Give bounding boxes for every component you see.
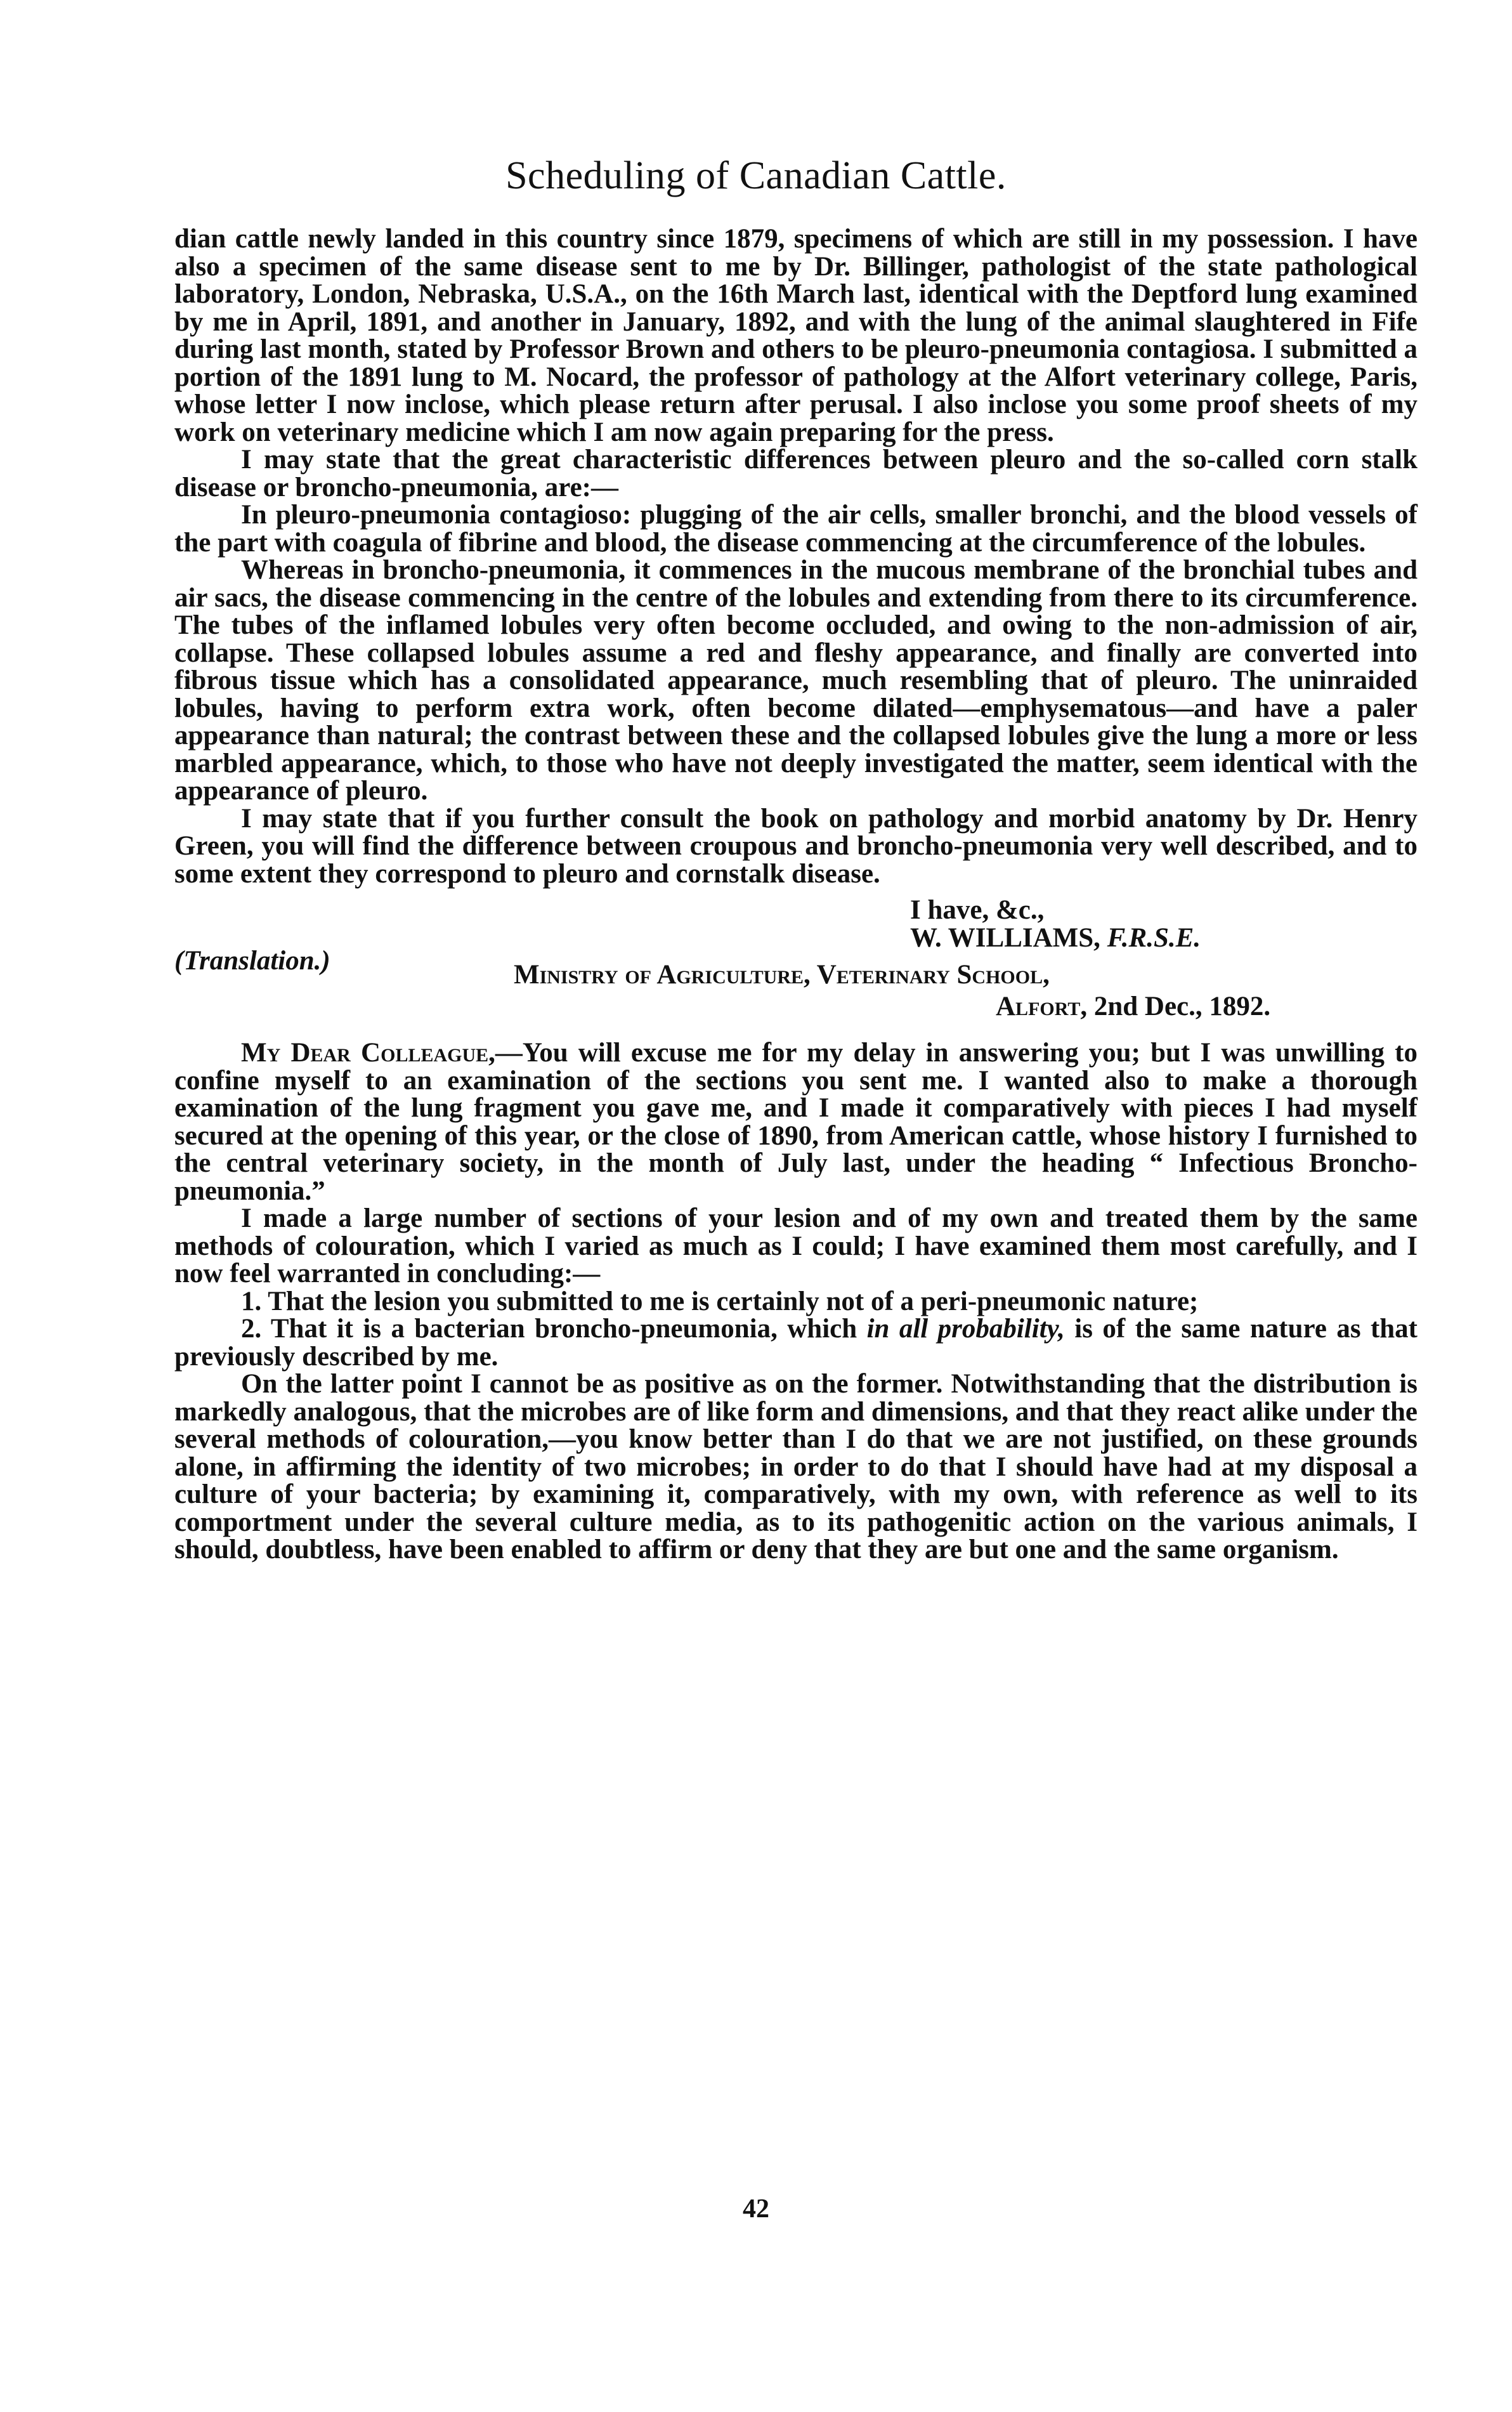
letter-opening-text: —You will excuse me for my delay in answering you; but I was unwilling to confine myself to an examination of the sections you sent me. I wanted also to make a thorough examination of the lung fragment you gave me, and I made it comparatively with pieces I had myself secured at the opening of this year, or the close of 1890, from American cattle, whose history I furnished to the central veterinary society, in the month of July last, under the heading “ Infectious Broncho-pneumonia.” [174,1038,1418,1206]
conclusion-2-start: 2. That it is a bacterian broncho-pneumonia, which [241,1314,857,1344]
letter-paragraph-opening [174,1039,1418,1205]
ministry-heading: Ministry of Agriculture, Veterinary School, [514,960,1050,990]
paragraph-reference-book: I may state that if you further consult the book on pathology and morbid anatomy by Dr. Henry Green, you will find the difference between croupous and broncho-pneumonia very well described, and to some extent they correspond to pleuro and cornstalk disease. [174,803,1418,889]
closing-line: I have, &c., [910,895,1045,925]
letter-paragraph-sections: I made a large number of sections of your lesion and of my own and treated them by the same methods of colouration, which I varied as much as I could; I have examined them most carefully, and I now feel warranted in concluding:— [174,1203,1418,1288]
signatory-name: W. WILLIAMS, [910,923,1100,953]
letter-place: Alfort, [996,992,1088,1021]
translation-label: (Translation.) [174,946,330,976]
letter-paragraph-latter-point: On the latter point I cannot be as positive as on the former. Notwithstanding that the distribution is markedly analogous, that the microbes are of like form and dimensions, and that they react alike under the several methods of colouration,—you know better than I do that we are not justified, on these grounds alone, in affirming the identity of two microbes; in order to do that I should have had at my disposal a culture of your bacteria; by examining it, comparatively, with my own, with reference as well to its comportment under the several culture media, as to its pathogenitic action on the various animals, I should, doubtless, have been enabled to affirm or deny that they are but one and the same organism. [174,1369,1418,1564]
paragraph-continuation: dian cattle newly landed in this country since 1879, specimens of which are still in my possession. I have also a specimen of the same disease sent to me by Dr. Billinger, pathologist of the state pathological laboratory, London, Nebraska, U.S.A., on the 16th March last, identical with the Deptford lung examined by me in April, 1891, and another in January, 1892, and with the lung of the animal slaughtered in Fife during last month, stated by Professor Brown and others to be pleuro-pneumonia contagiosa. I submitted a portion of the 1891 lung to M. Nocard, the professor of pathology at the Alfort veterinary college, Paris, whose letter I now inclose, which please return after perusal. I also inclose you some proof sheets of my work on veterinary medicine which I am now again preparing for the press. [174,224,1418,447]
running-title: Scheduling of Canadian Cattle. [505,154,1007,197]
signatory-honours: F.R.S.E. [1107,923,1201,953]
letter-salutation: My Dear Colleague, [241,1038,495,1068]
translation-heading [174,947,1418,1039]
conclusion-2-emphasis: in all probability, [866,1314,1065,1344]
conclusion-2-end: is of the same nature as that previously described by me. [174,1314,1418,1372]
letter-conclusion-2 [174,1315,1418,1370]
page-body [174,225,1418,1564]
letter-date: 2nd Dec., 1892. [1093,992,1271,1021]
paragraph-pleuro-pneumonia: In pleuro-pneumonia contagioso: plugging of the air cells, smaller bronchi, and the blood vessels of the part with coagula of fibrine and blood, the disease commencing at the circumference of the lobules. [174,500,1418,558]
page-number: 42 [743,2194,769,2224]
letter-dateline [996,993,1270,1021]
letter-conclusion-1: 1. That the lesion you submitted to me is certainly not of a peri-pneumonic nature; [241,1286,1199,1316]
paragraph-broncho-pneumonia: Whereas in broncho-pneumonia, it commences in the mucous membrane of the bronchial tubes and air sacs, the disease commencing in the centre of the lobules and extending from there to its circumference. The tubes of the inflamed lobules very often become occluded, and owing to the non-admission of air, collapse. These collapsed lobules assume a red and fleshy appearance, and finally are converted into fibrous tissue which has a consolidated appearance, much resembling that of pleuro. The uninraided lobules, having to perform extra work, often become dilated—emphysematous—and have a paler appearance than natural; the contrast between these and the collapsed lobules give the lung a more or less marbled appearance, which, to those who have not deeply investigated the matter, seem identical with the appearance of pleuro. [174,555,1418,806]
paragraph-differences-intro: I may state that the great characteristic differences between pleuro and the so-called corn stalk disease or broncho-pneumonia, are:— [174,445,1418,502]
